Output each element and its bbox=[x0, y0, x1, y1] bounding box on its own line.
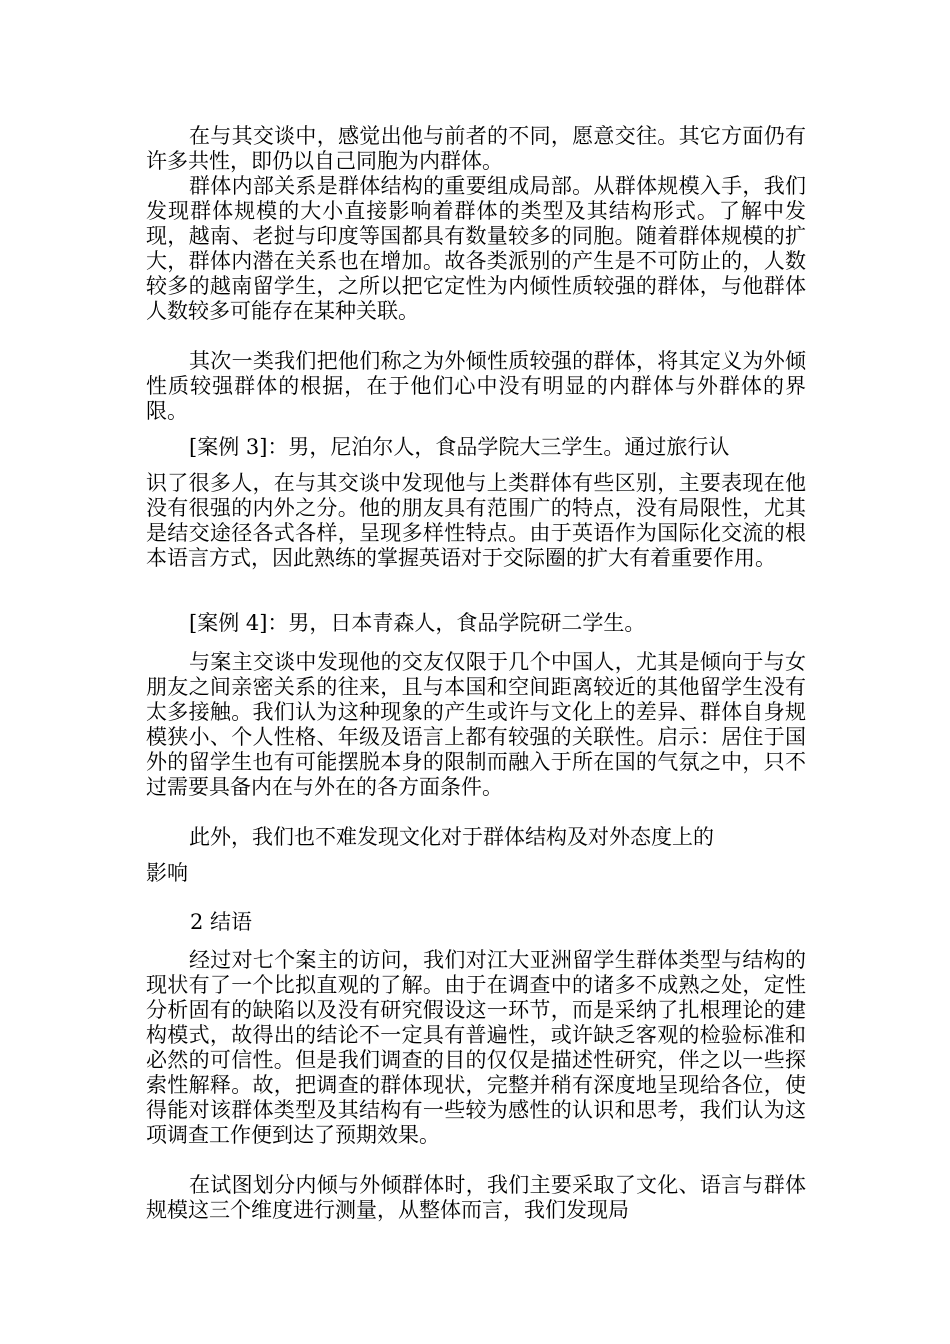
paragraph-dimensions: 在试图划分内倾与外倾群体时，我们主要采取了文化、语言与群体规模这三个维度进行测量，从整体而言，我们发现局 bbox=[146, 1173, 806, 1222]
case-3-heading-line: [案例 3]：男，尼泊尔人，食品学院大三学生。通过旅行认 bbox=[189, 435, 730, 459]
paragraph-conclusion: 经过对七个案主的访问，我们对江大亚洲留学生群体类型与结构的现状有了一个比拟直观的了解。由于在调查中的诸多不成熟之处，定性分析固有的缺陷以及没有研究假设这一环节，而是采纳了扎根理论的建构模式，故得出的结论不一定具有普遍性，或许缺乏客观的检验标准和必然的可信性。但是我们调查的目的仅仅是描述性研究，伴之以一些探索性解释。故，把调查的群体现状，完整并稍有深度地呈现给各位，使得能对该群体类型及其结构有一些较为感性的认识和思考，我们认为这项调查工作便到达了预期效果。 bbox=[146, 948, 806, 1147]
paragraph-case-4-body: 与案主交谈中发现他的交友仅限于几个中国人，尤其是倾向于与女朋友之间亲密关系的往来，且与本国和空间距离较近的其他留学生没有太多接触。我们认为这种现象的产生或许与文化上的差异、群体自身规模狭小、个人性格、年级及语言上都有较强的关联性。启示：居住于国外的留学生也有可能摆脱本身的限制而融入于所在国的气氛之中，只不过需要具备内在与外在的各方面条件。 bbox=[146, 650, 806, 799]
paragraph-culture-influence-end: 影响 bbox=[146, 861, 188, 885]
case-4-heading-line: [案例 4]：男，日本青森人，食品学院研二学生。 bbox=[189, 611, 646, 635]
section-heading-conclusion: 2 结语 bbox=[190, 910, 253, 934]
paragraph-case-3-body: 识了很多人，在与其交谈中发现他与上类群体有些区别，主要表现在他没有很强的内外之分。他的朋友具有范围广的特点，没有局限性，尤其是结交途径各式各样，呈现多样性特点。由于英语作为国际化交流的根本语言方式，因此熟练的掌握英语对于交际圈的扩大有着重要作用。 bbox=[146, 471, 806, 570]
paragraph-group-internal-relations: 群体内部关系是群体结构的重要组成局部。从群体规模入手，我们发现群体规模的大小直接影响着群体的类型及其结构形式。了解中发现，越南、老挝与印度等国都具有数量较多的同胞。随着群体规模的扩大，群体内潜在关系也在增加。故各类派别的产生是不可防止的，人数较多的越南留学生，之所以把它定性为内倾性质较强的群体，与他群体人数较多可能存在某种关联。 bbox=[146, 174, 806, 323]
paragraph-extroverted-groups: 其次一类我们把他们称之为外倾性质较强的群体，将其定义为外倾性质较强群体的根据，在于他们心中没有明显的内群体与外群体的界限。 bbox=[146, 349, 806, 423]
paragraph-culture-influence: 此外，我们也不难发现文化对于群体结构及对外态度上的 bbox=[189, 825, 714, 849]
paragraph-intro-continuation: 在与其交谈中，感觉出他与前者的不同，愿意交往。其它方面仍有许多共性，即仍以自己同胞为内群体。 bbox=[146, 124, 806, 173]
